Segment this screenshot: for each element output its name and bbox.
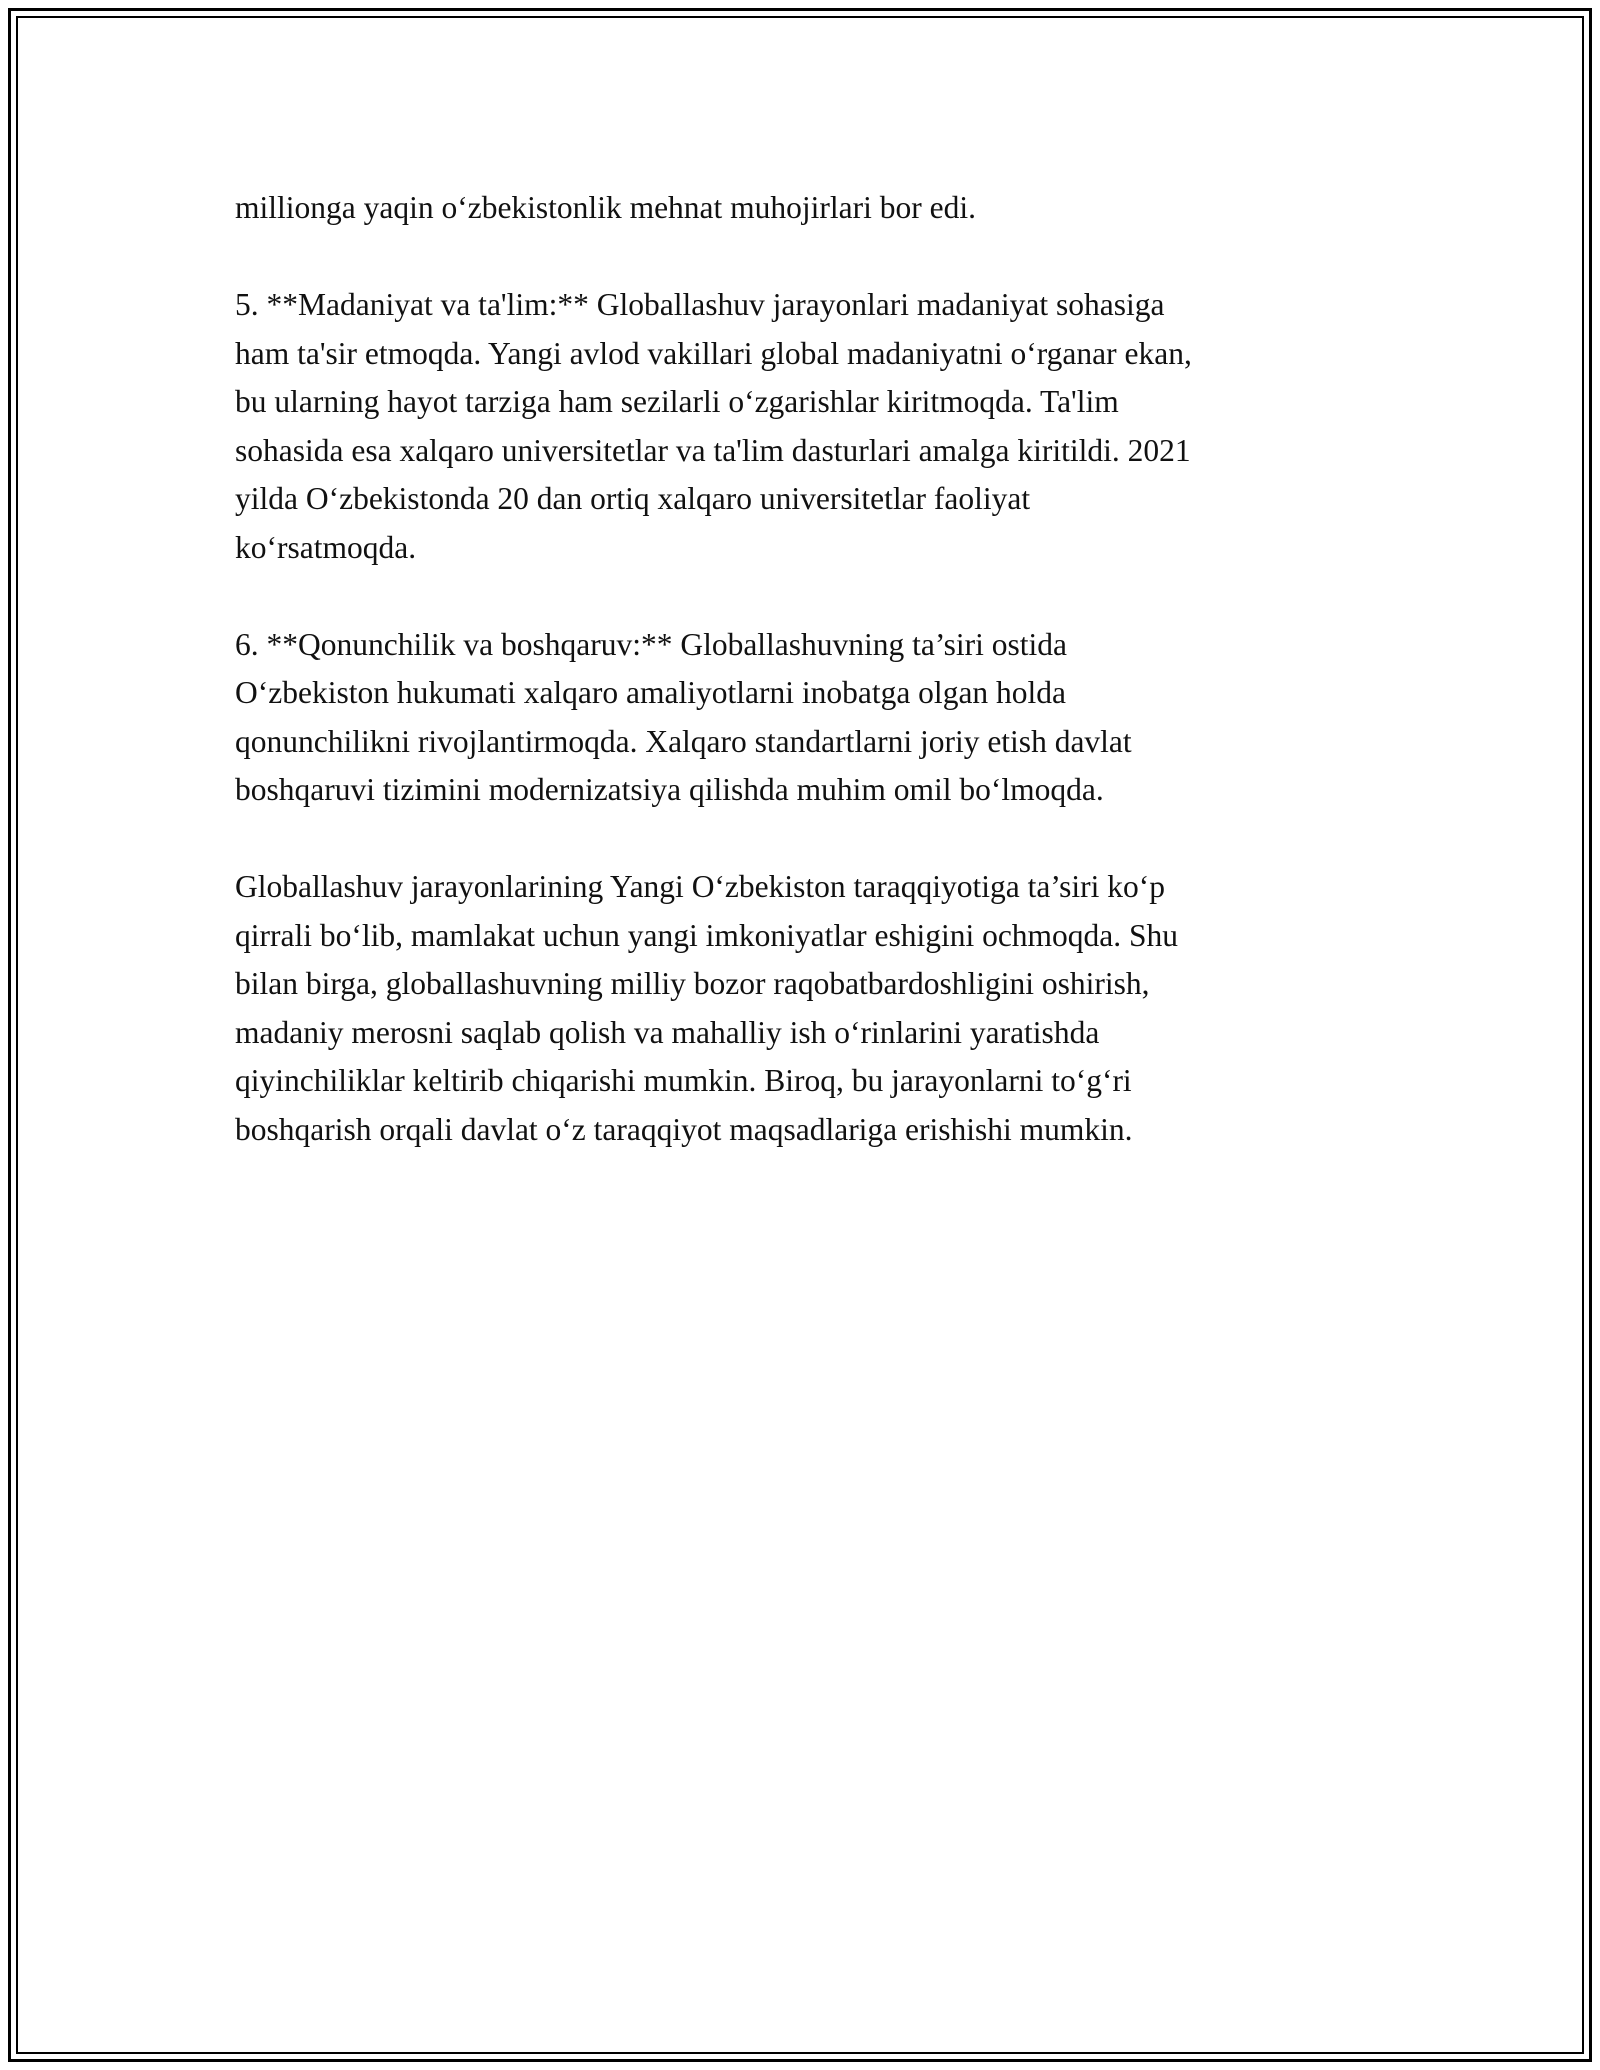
paragraph-culture-education: 5. **Madaniyat va ta'lim:** Globallashuv jarayonlari madaniyat sohasiga ham ta'sir etmoqda. Yangi avlod vakillari global madaniyatni o‘rganar ekan, bu ularning hayot tarziga ham sezilarli o‘zgarishlar kiritmoqda. Ta'lim sohasida esa xalqaro universitetlar va ta'lim dasturlari amalga kiritildi. 2021 yilda O‘zbekistonda 20 dan ortiq xalqaro universitetlar faoliyat ko‘rsatmoqda. bbox=[235, 287, 1192, 565]
paragraph-legislation-governance: 6. **Qonunchilik va boshqaruv:** Globallashuvning ta’siri ostida O‘zbekiston hukumati xalqaro amaliyotlarni inobatga olgan holda qonunchilikni rivojlantirmoqda. Xalqaro standartlarni joriy etish davlat boshqaruvi tizimini modernizatsiya qilishda muhim omil bo‘lmoqda. bbox=[235, 626, 1132, 807]
paragraph-migrants-continuation: millionga yaqin o‘zbekistonlik mehnat muhojirlari bor edi. bbox=[235, 190, 976, 225]
document-body bbox=[235, 184, 1375, 1203]
paragraph-conclusion: Globallashuv jarayonlarining Yangi O‘zbekiston taraqqiyotiga ta’siri ko‘p qirrali bo‘lib, mamlakat uchun yangi imkoniyatlar eshigini ochmoqda. Shu bilan birga, globallashuvning milliy bozor raqobatbardoshligini oshirish, madaniy merosni saqlab qolish va mahalliy ish o‘rinlarini yaratishda qiyinchiliklar keltirib chiqarishi mumkin. Biroq, bu jarayonlarni to‘g‘ri boshqarish orqali davlat o‘z taraqqiyot maqsadlariga erishishi mumkin. bbox=[235, 869, 1179, 1147]
